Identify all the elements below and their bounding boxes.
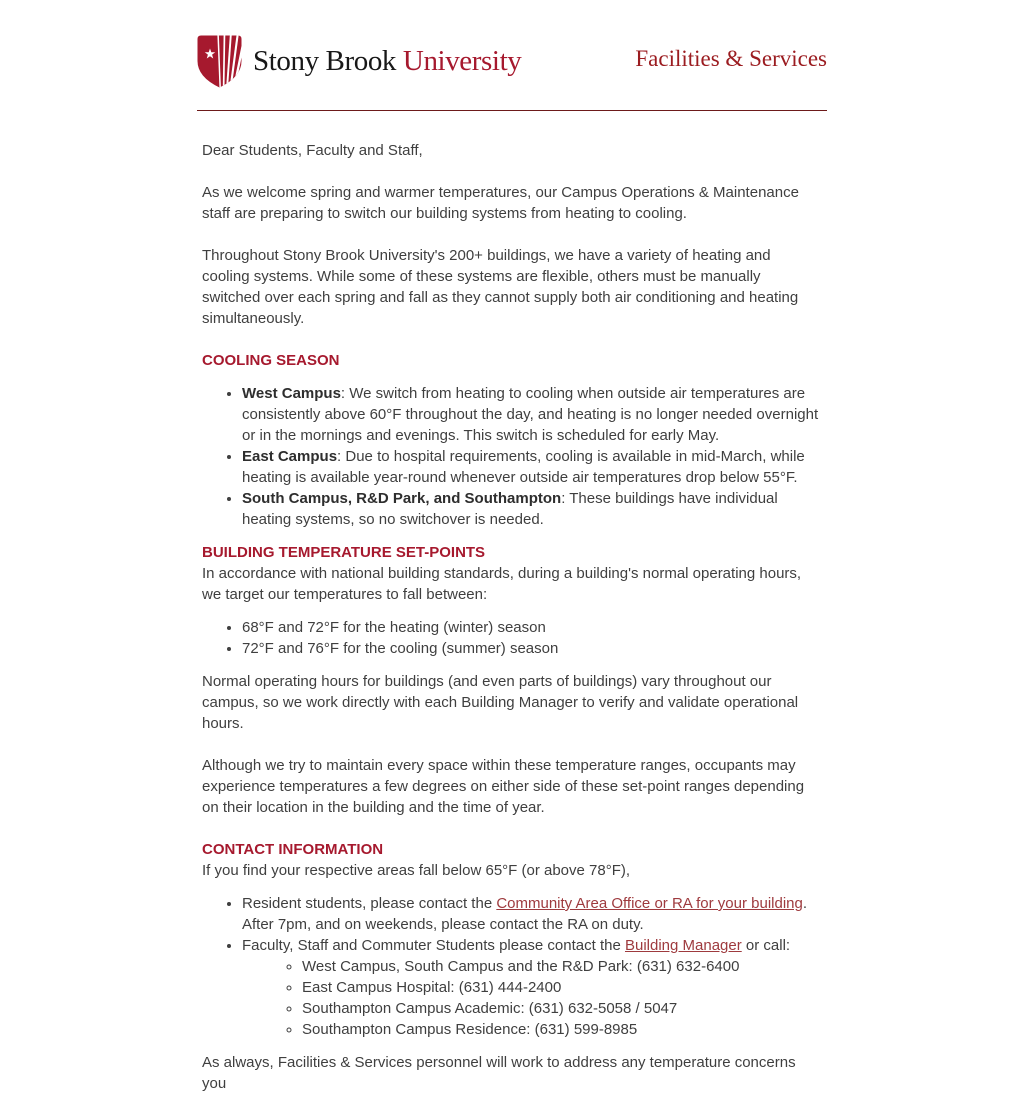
wordmark-university: University xyxy=(402,44,522,77)
list-item-east-campus: • East Campus: Due to hospital requirements, cooling is available in mid-March, while heating is available year-round whenever outside air temperatures drop below 55°F. xyxy=(242,446,822,488)
phone-number-list xyxy=(242,956,822,1040)
operating-hours-paragraph: Normal operating hours for buildings (and even parts of buildings) vary throughout our campus, so we work directly with each Building Manager to verify and validate operational hours. xyxy=(202,673,799,732)
phone-west-south-rd: ◦ West Campus, South Campus and the R&D Park: (631) 632-6400 xyxy=(302,956,822,977)
south-campus-label: South Campus, R&D Park, and Southampton xyxy=(242,490,562,507)
temperature-variance-paragraph: Although we try to maintain every space within these temperature ranges, occupants may experience temperatures a few degrees on either side of these set-point ranges depending on their location in the building and the time of year. xyxy=(202,757,805,816)
contact-list xyxy=(202,893,822,1040)
set-points-intro: In accordance with national building standards, during a building's normal operating hours, we target our temperatures to fall between: xyxy=(202,565,802,603)
list-item-resident-students: • Resident students, please contact the Community Area Office or RA for your building. After 7pm, and on weekends, please contact the RA on duty. xyxy=(242,893,822,935)
intro-paragraph-2: Throughout Stony Brook University's 200+ buildings, we have a variety of heating and cooling systems. While some of these systems are flexible, others must be manually switched over each spring and fall as they cannot supply both air conditioning and heating simultaneously. xyxy=(202,247,799,327)
greeting-text: Dear Students, Faculty and Staff, xyxy=(202,142,423,159)
email-body xyxy=(197,0,827,1094)
cooling-season-list xyxy=(202,383,822,530)
east-campus-label: East Campus xyxy=(242,448,338,465)
list-item-faculty-staff: • Faculty, Staff and Commuter Students please contact the Building Manager or call: ◦ West Campus, South Campus and the R&D Park: (631) 632-6400 ◦ East Campus Hospital: (631) 444-2400 ◦ Southampton Campus Academic: (631) 632-5058 / 5047 ◦ Southampton Campus Residence: (631) 599-8985 xyxy=(242,935,822,1040)
wordmark-stony-brook: Stony Brook xyxy=(253,44,397,77)
contact-heading: CONTACT INFORMATION xyxy=(202,841,384,858)
stony-brook-logo xyxy=(197,34,521,89)
contact-intro: If you find your respective areas fall below 65°F (or above 78°F), xyxy=(202,862,631,879)
phone-southampton-residence: ◦ Southampton Campus Residence: (631) 599-8985 xyxy=(302,1019,822,1040)
west-campus-label: West Campus xyxy=(242,385,341,402)
email-content xyxy=(197,111,827,1094)
list-item-cooling-range: • 72°F and 76°F for the cooling (summer) season xyxy=(242,638,822,659)
university-wordmark xyxy=(253,45,521,78)
email-header xyxy=(197,33,827,89)
stony-brook-shield-icon xyxy=(197,34,242,89)
list-item-south-campus: • South Campus, R&D Park, and Southampton: These buildings have individual heating systems, so no switchover is needed. xyxy=(242,488,822,530)
set-points-heading: BUILDING TEMPERATURE SET-POINTS xyxy=(202,544,486,561)
set-points-list xyxy=(202,617,822,659)
phone-southampton-academic: ◦ Southampton Campus Academic: (631) 632-5058 / 5047 xyxy=(302,998,822,1019)
cooling-season-heading: COOLING SEASON xyxy=(202,352,340,369)
intro-paragraph-1: As we welcome spring and warmer temperatures, our Campus Operations & Maintenance staff are preparing to switch our building systems from heating to cooling. xyxy=(202,184,799,222)
department-title: Facilities & Services xyxy=(635,46,827,71)
building-manager-link[interactable]: Building Manager xyxy=(624,937,742,954)
phone-east-hospital: ◦ East Campus Hospital: (631) 444-2400 xyxy=(302,977,822,998)
closing-paragraph: As always, Facilities & Services personnel will work to address any temperature concerns you xyxy=(202,1054,796,1092)
list-item-west-campus: • West Campus: We switch from heating to cooling when outside air temperatures are consistently above 60°F throughout the day, and heating is no longer needed overnight or in the mornings and evenings. This switch is scheduled for early May. xyxy=(242,383,822,446)
community-area-office-link[interactable]: Community Area Office or RA for your building xyxy=(496,895,803,912)
list-item-heating-range: • 68°F and 72°F for the heating (winter) season xyxy=(242,617,822,638)
